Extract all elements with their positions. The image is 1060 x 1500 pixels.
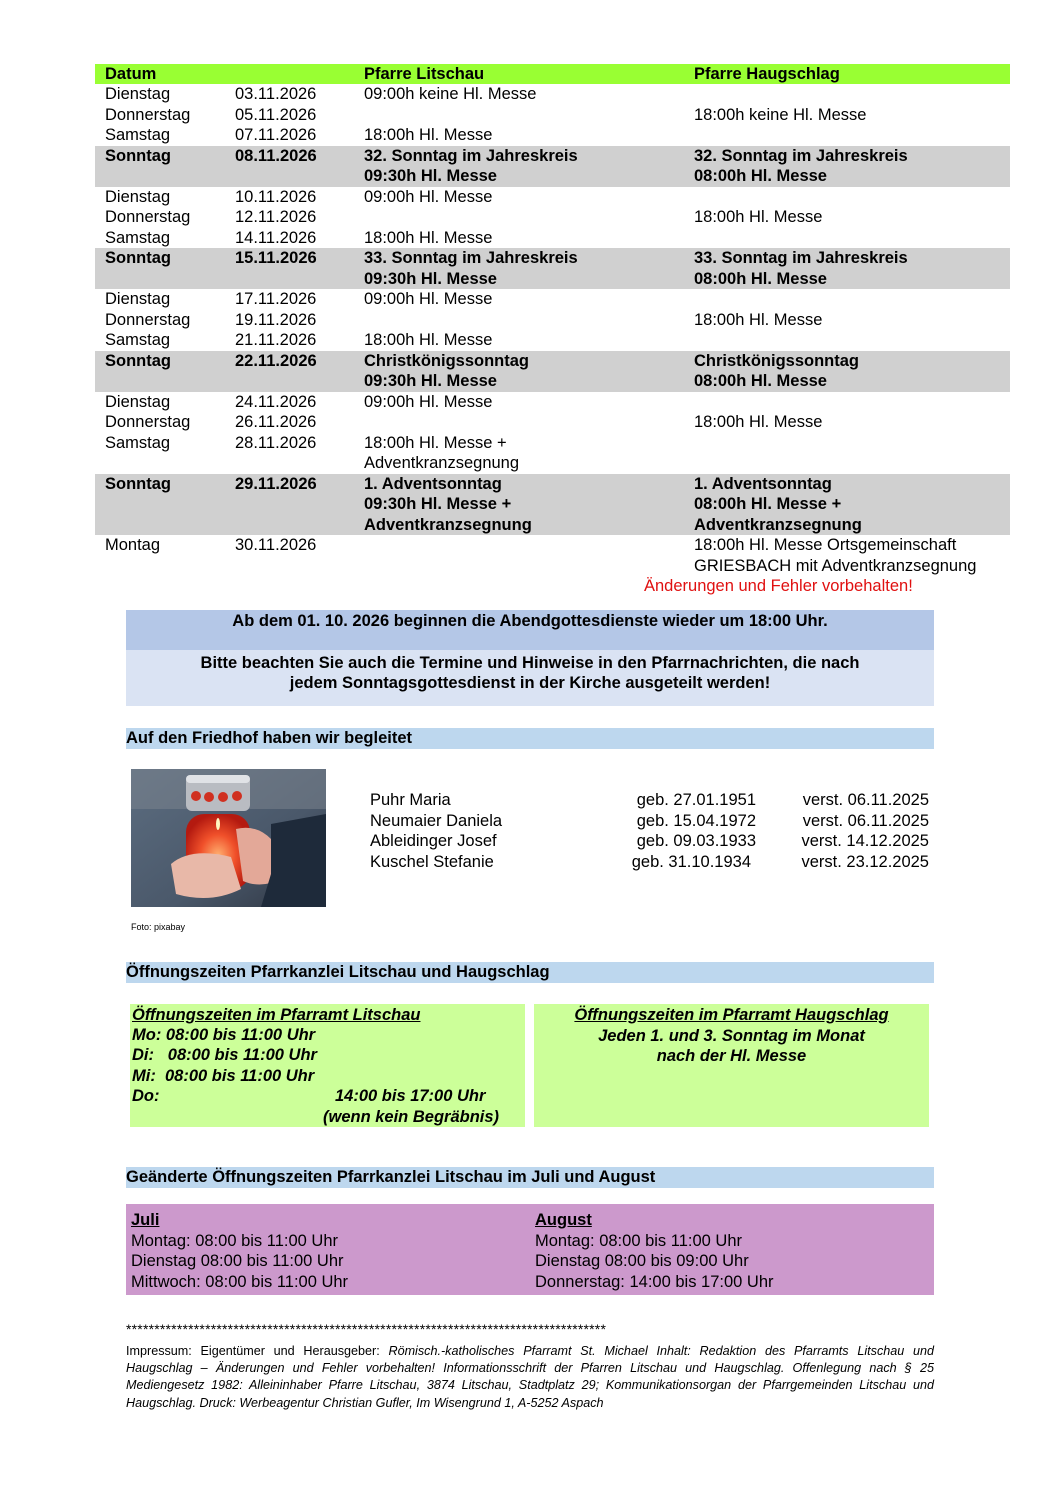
birth-date: geb. 09.03.1933	[636, 832, 756, 850]
litschau-cell: 09:00h Hl. Messe	[364, 392, 493, 411]
litschau-cell-line: 32. Sonntag im Jahreskreis	[364, 146, 578, 165]
litschau-cell-line: 09:30h Hl. Messe	[364, 269, 497, 288]
parish-news-text: Bitte beachten Sie auch die Termine und Hinweise in den Pfarrnachrichten, die nach jedem Sonntagsgottesdienst in der Kirche ausgeteilt werden!	[200, 654, 860, 692]
date-cell: 19.11.2026	[235, 310, 317, 329]
deceased-list	[370, 790, 940, 872]
haugschlag-cell-line: 33. Sonntag im Jahreskreis	[694, 249, 908, 267]
time-range: 08:00 bis 11:00 Uhr	[167, 1046, 317, 1064]
haugschlag-cell: 18:00h Hl. Messe	[694, 310, 823, 329]
disclaimer-text: Änderungen und Fehler vorbehalten!	[644, 577, 913, 595]
litschau-cell-line: 09:30h Hl. Messe	[364, 372, 497, 390]
death-date: verst. 23.12.2025	[801, 852, 929, 871]
hours-line-do	[132, 1086, 160, 1107]
august-line: Montag: 08:00 bis 11:00 Uhr	[535, 1231, 742, 1250]
table-row	[95, 105, 1010, 126]
office-hours-title-text: Öffnungszeiten Pfarrkanzlei Litschau und Haugschlag	[126, 963, 550, 981]
litschau-cell-line: Christkönigssonntag	[364, 351, 530, 370]
day-cell: Sonntag	[105, 146, 171, 165]
date-cell: 29.11.2026	[235, 474, 317, 493]
day-cell: Sonntag	[105, 474, 171, 493]
haugschlag-cell	[694, 351, 859, 392]
header-haugschlag: Pfarre Haugschlag	[694, 65, 840, 83]
haugschlag-cell-line: 08:00h Hl. Messe	[694, 269, 827, 288]
july-line: Montag: 08:00 bis 11:00 Uhr	[131, 1231, 338, 1250]
litschau-cell: 09:00h keine Hl. Messe	[364, 85, 537, 103]
deceased-name: Puhr Maria	[370, 791, 451, 809]
deceased-name: Kuschel Stefanie	[370, 852, 494, 871]
haugschlag-cell	[694, 146, 908, 187]
day-cell: Donnerstag	[105, 310, 191, 329]
table-row	[95, 330, 1010, 351]
litschau-cell-line: 18:00h Hl. Messe +	[364, 433, 507, 452]
summer-hours-title-text: Geänderte Öffnungszeiten Pfarrkanzlei Litschau im Juli und August	[126, 1168, 656, 1186]
day-label: Do:	[132, 1087, 160, 1105]
time-range: 14:00 bis 17:00 Uhr	[335, 1087, 486, 1105]
litschau-cell-line: 09:30h Hl. Messe +	[364, 495, 512, 513]
day-cell: Dienstag	[105, 290, 171, 308]
haugschlag-cell-line: 1. Adventsonntag	[694, 474, 832, 493]
mass-schedule-table	[95, 64, 1010, 576]
litschau-cell-line: 1. Adventsonntag	[364, 474, 502, 493]
litschau-cell-line: 33. Sonntag im Jahreskreis	[364, 249, 578, 267]
deceased-name: Ableidinger Josef	[370, 832, 497, 850]
funeral-note: (wenn kein Begräbnis)	[323, 1108, 500, 1126]
day-cell: Donnerstag	[105, 208, 191, 226]
litschau-cell: 18:00h Hl. Messe	[364, 331, 493, 349]
haugschlag-cell: 18:00h Hl. Messe	[694, 413, 823, 431]
death-date: verst. 06.11.2025	[802, 811, 929, 830]
table-row	[95, 125, 1010, 146]
haugschlag-cell	[694, 535, 976, 576]
table-row	[95, 187, 1010, 208]
day-cell: Montag	[105, 536, 161, 554]
date-cell: 14.11.2026	[235, 228, 317, 247]
time-range: 08:00 bis 11:00 Uhr	[165, 1026, 316, 1044]
death-date: verst. 06.11.2025	[802, 791, 929, 809]
day-label: Mo:	[132, 1026, 162, 1044]
july-line: Mittwoch: 08:00 bis 11:00 Uhr	[131, 1272, 349, 1291]
haugschlag-cell: 18:00h keine Hl. Messe	[694, 105, 867, 124]
day-cell: Sonntag	[105, 351, 171, 370]
header-litschau: Pfarre Litschau	[364, 65, 485, 83]
litschau-cell-line: Adventkranzsegnung	[364, 515, 532, 534]
table-row-sunday	[95, 248, 1010, 289]
july-hours	[131, 1210, 348, 1292]
litschau-cell	[364, 351, 529, 392]
table-row	[95, 535, 1010, 576]
list-item	[370, 811, 940, 832]
date-cell: 03.11.2026	[235, 85, 317, 103]
summer-hours-section-title	[126, 1167, 934, 1188]
deceased-name: Neumaier Daniela	[370, 811, 503, 830]
litschau-cell	[364, 248, 578, 289]
evening-services-text: Ab dem 01. 10. 2026 beginnen die Abendgottesdienste wieder um 18:00 Uhr.	[232, 612, 828, 630]
birth-date: geb. 31.10.1934	[631, 852, 751, 871]
header-datum: Datum	[105, 65, 157, 83]
litschau-hours-heading: Öffnungszeiten im Pfarramt Litschau	[132, 1006, 421, 1024]
table-header	[95, 64, 1010, 84]
date-cell: 17.11.2026	[235, 290, 317, 308]
haugschlag-cell-line: 08:00h Hl. Messe +	[694, 495, 842, 513]
haugschlag-hours-line: nach der Hl. Messe	[656, 1047, 807, 1065]
table-row	[95, 228, 1010, 249]
litschau-cell-line: 09:30h Hl. Messe	[364, 167, 497, 185]
haugschlag-cell-line: 18:00h Hl. Messe Ortsgemeinschaft	[694, 536, 957, 554]
litschau-cell: 18:00h Hl. Messe	[364, 228, 493, 247]
haugschlag-cell-line: 32. Sonntag im Jahreskreis	[694, 146, 908, 165]
day-cell: Dienstag	[105, 85, 171, 103]
litschau-office-hours	[130, 1004, 525, 1127]
haugschlag-hours-line: Jeden 1. und 3. Sonntag im Monat	[598, 1026, 865, 1045]
date-cell: 22.11.2026	[235, 351, 317, 370]
list-item	[370, 790, 940, 811]
day-cell: Samstag	[105, 228, 171, 247]
table-row-sunday	[95, 351, 1010, 392]
funerals-section-title	[126, 728, 934, 749]
date-cell: 12.11.2026	[235, 208, 317, 226]
day-cell: Dienstag	[105, 392, 171, 411]
birth-date: geb. 15.04.1972	[636, 811, 756, 830]
litschau-cell: 09:00h Hl. Messe	[364, 187, 493, 206]
impressum-text: Römisch.-katholisches Pfarramt St. Michael Inhalt: Redaktion des Pfarramts Litschau und Haugschlag – Änderungen und Fehler vorbehalten! Informationsschrift der Pfarren Litschau und Haugschlag. Offenlegung nach § 25 Mediengesetz 1982: Alleininhaber Pfarre Litschau, 3874 Litschau, Stadtplatz 29; Kommunikationsorgan der Pfarrgemeinden Litschau und Haugschlag. Druck: Werbeagentur Christian Gufler, Im Wisengrund 1, A-5252 Aspach	[126, 1344, 935, 1410]
table-row-sunday	[95, 146, 1010, 187]
table-row	[95, 84, 1010, 105]
haugschlag-cell	[694, 474, 862, 536]
office-hours-section-title	[126, 962, 934, 983]
table-row	[95, 392, 1010, 413]
death-date: verst. 14.12.2025	[801, 832, 929, 850]
haugschlag-cell-line: 08:00h Hl. Messe	[694, 372, 827, 390]
haugschlag-hours-heading: Öffnungszeiten im Pfarramt Haugschlag	[574, 1006, 889, 1024]
haugschlag-cell-line: GRIESBACH mit Adventkranzsegnung	[694, 556, 977, 575]
day-cell: Dienstag	[105, 187, 171, 206]
day-cell: Samstag	[105, 331, 171, 349]
time-range: 08:00 bis 11:00 Uhr	[165, 1067, 315, 1085]
hours-line-di	[132, 1045, 317, 1066]
day-cell: Samstag	[105, 126, 171, 144]
list-item	[370, 852, 940, 873]
date-cell: 30.11.2026	[235, 536, 317, 554]
day-cell: Donnerstag	[105, 105, 191, 124]
birth-date: geb. 27.01.1951	[636, 791, 756, 809]
litschau-cell: 18:00h Hl. Messe	[364, 126, 493, 144]
haugschlag-cell-line: Adventkranzsegnung	[694, 515, 862, 534]
day-cell: Samstag	[105, 433, 171, 452]
table-row	[95, 310, 1010, 331]
impressum	[126, 1343, 934, 1412]
table-row	[95, 207, 1010, 228]
table-row	[95, 412, 1010, 433]
photo-caption: Foto: pixabay	[131, 922, 186, 932]
litschau-cell	[364, 146, 578, 187]
separator-line: *************************************************************************************	[126, 1321, 607, 1337]
august-heading: August	[535, 1211, 592, 1229]
july-line: Dienstag 08:00 bis 11:00 Uhr	[131, 1252, 344, 1270]
litschau-cell	[364, 474, 532, 536]
grave-candle-image	[131, 769, 326, 907]
table-body	[95, 84, 1010, 576]
date-cell: 15.11.2026	[235, 249, 317, 267]
august-hours	[535, 1210, 774, 1292]
date-cell: 26.11.2026	[235, 413, 317, 431]
evening-services-notice	[126, 610, 934, 650]
august-line: Dienstag 08:00 bis 09:00 Uhr	[535, 1252, 749, 1270]
date-cell: 21.11.2026	[235, 331, 317, 349]
litschau-cell: 09:00h Hl. Messe	[364, 290, 493, 308]
date-cell: 28.11.2026	[235, 433, 317, 452]
haugschlag-cell	[694, 248, 908, 289]
impressum-label: Impressum: Eigentümer und Herausgeber:	[126, 1344, 389, 1358]
haugschlag-cell: 18:00h Hl. Messe	[694, 208, 823, 226]
list-item	[370, 831, 940, 852]
july-heading: Juli	[131, 1211, 160, 1229]
table-row-sunday	[95, 474, 1010, 536]
date-cell: 08.11.2026	[235, 146, 317, 165]
date-cell: 10.11.2026	[235, 187, 317, 206]
day-cell: Donnerstag	[105, 413, 191, 431]
date-cell: 24.11.2026	[235, 392, 317, 411]
haugschlag-office-hours	[534, 1004, 929, 1127]
table-row	[95, 433, 1010, 474]
summer-hours-box	[126, 1204, 934, 1295]
haugschlag-cell-line: Christkönigssonntag	[694, 351, 860, 370]
day-cell: Sonntag	[105, 249, 171, 267]
august-line: Donnerstag: 14:00 bis 17:00 Uhr	[535, 1272, 774, 1291]
hours-line-mi	[132, 1066, 314, 1087]
day-label: Di:	[132, 1046, 154, 1064]
day-label: Mi:	[132, 1067, 156, 1085]
litschau-cell	[364, 433, 519, 474]
table-row	[95, 289, 1010, 310]
candle-photo-icon	[131, 769, 326, 907]
funerals-title-text: Auf den Friedhof haben wir begleitet	[126, 729, 413, 747]
parish-news-notice	[126, 650, 934, 706]
hours-line-mo	[132, 1025, 315, 1046]
date-cell: 07.11.2026	[235, 126, 317, 144]
haugschlag-cell-line: 08:00h Hl. Messe	[694, 167, 827, 185]
date-cell: 05.11.2026	[235, 105, 317, 124]
litschau-cell-line: Adventkranzsegnung	[364, 454, 520, 472]
